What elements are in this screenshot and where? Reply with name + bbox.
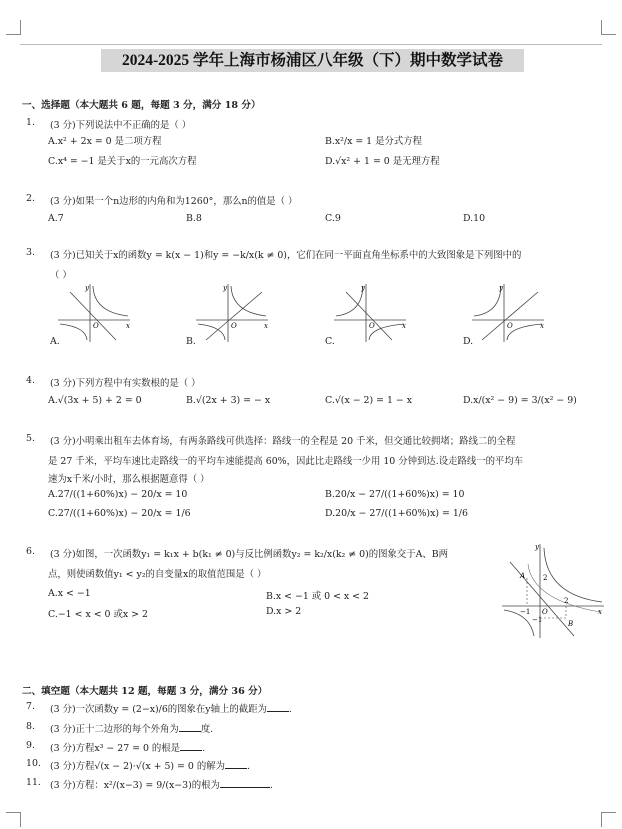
q3-stem-continued: （ ） xyxy=(50,270,72,281)
q4-option-c: C.√(x − 2) = 1 − x xyxy=(325,395,413,406)
q3c-x-label: x xyxy=(402,322,406,330)
q3-option-b: B. xyxy=(186,336,196,347)
q2-option-a: A.7 xyxy=(48,213,64,224)
q6-option-b: B.x < −1 或 0 < x < 2 xyxy=(266,591,369,602)
q1-stem: (3 分)下列说法中不正确的是（ ） xyxy=(50,120,192,131)
q4-option-a: A.√(3x + 5) + 2 = 0 xyxy=(48,395,142,406)
q5-option-c: C.27/((1+60%)x) − 20/x = 1/6 xyxy=(48,508,191,519)
q6-fig-point-b: B xyxy=(568,620,574,628)
crop-mark-top-right xyxy=(601,20,616,35)
q8-number: 8. xyxy=(26,721,35,732)
q3b-origin-label: O xyxy=(231,322,237,330)
q9-number: 9. xyxy=(26,740,35,751)
q3b-y-label: y xyxy=(223,284,227,292)
q7-stem: (3 分)一次函数y = (2−x)/6的图象在y轴上的截距为 xyxy=(50,704,267,715)
q3-option-c: C. xyxy=(325,336,335,347)
section1-heading: 一、选择题（本大题共 6 题，每题 3 分，满分 18 分） xyxy=(22,100,261,111)
q6-fig-origin: O xyxy=(542,608,548,616)
q10-stem: (3 分)方程√(x − 2)·√(x + 5) = 0 的解为 xyxy=(50,761,225,772)
q6-fig-x-label: x xyxy=(598,608,602,616)
q5-line2: 是 27 千米，平均车速比走路线一的平均车速能提高 60%，因此比走路线一少用 10 分钟到达.设走路线一的平均车 xyxy=(48,456,524,467)
q3-graph-d xyxy=(472,282,546,342)
q8-answer-blank[interactable] xyxy=(179,722,201,732)
crop-mark-bottom-left xyxy=(6,812,21,827)
q10-text xyxy=(50,758,250,772)
q5-line1: (3 分)小明乘出租车去体育场，有两条路线可供选择：路线一的全程是 20 千米，但交通比较拥堵；路线二的全程 xyxy=(50,436,516,447)
q6-fig-tick-2: 2 xyxy=(564,597,569,605)
q7-number: 7. xyxy=(26,701,35,712)
q1-option-a: A.x² + 2x = 0 是二项方程 xyxy=(48,136,162,147)
q3c-origin-label: O xyxy=(369,322,375,330)
q11-answer-blank[interactable] xyxy=(220,778,270,788)
q5-number: 5. xyxy=(26,433,35,444)
q6-figure xyxy=(500,540,606,640)
q6-option-d: D.x > 2 xyxy=(266,606,302,617)
q4-option-b: B.√(2x + 3) = − x xyxy=(186,395,271,406)
q6-fig-tick-minus1-y: −1 xyxy=(532,616,543,624)
header-rule xyxy=(20,44,602,45)
q10-answer-blank[interactable] xyxy=(225,759,247,769)
q5-line3: 速为x千米/小时，那么根据题意得（ ） xyxy=(48,474,210,485)
q3a-y-label: y xyxy=(85,284,89,292)
q11-stem: (3 分)方程：x²/(x−3) = 9/(x−3)的根为 xyxy=(50,780,220,791)
q3c-y-label: y xyxy=(361,284,365,292)
q6-fig-point-a: A xyxy=(520,572,526,580)
q8-end: 度. xyxy=(200,724,214,735)
q3-graph-a xyxy=(58,282,132,342)
q3d-y-label: y xyxy=(499,284,503,292)
q6-option-a: A.x < −1 xyxy=(48,588,91,599)
q1-option-b: B.x²/x = 1 是分式方程 xyxy=(325,136,422,147)
q2-number: 2. xyxy=(26,193,35,204)
q2-option-c: C.9 xyxy=(325,213,341,224)
q3d-origin-label: O xyxy=(507,322,513,330)
q3-stem: (3 分)已知关于x的函数y = k(x − 1)和y = −k/x(k ≠ 0)，它们在同一平面直角坐标系中的大致图象是下列图中的 xyxy=(50,250,522,261)
q10-end: . xyxy=(246,761,250,772)
q6-fig-tick-2-y: 2 xyxy=(543,574,548,582)
q1-number: 1. xyxy=(26,117,35,128)
q11-end: . xyxy=(269,780,273,791)
q5-option-a: A.27/((1+60%)x) − 20/x = 10 xyxy=(48,489,188,500)
q6-line2: 点，则使函数值y₁ < y₂的自变量x的取值范围是（ ） xyxy=(48,569,267,580)
q6-fig-y-label: y xyxy=(535,543,539,551)
q8-text xyxy=(50,721,213,735)
q3a-origin-label: O xyxy=(93,322,99,330)
q11-number: 11. xyxy=(26,777,41,788)
q3-graph-b xyxy=(196,282,270,342)
q6-fig-tick-minus1: −1 xyxy=(520,608,531,616)
q3b-x-label: x xyxy=(264,322,268,330)
q2-stem: (3 分)如果一个n边形的内角和为1260°，那么n的值是（ ） xyxy=(50,196,298,207)
q11-text xyxy=(50,777,273,791)
q9-text xyxy=(50,740,205,754)
q6-number: 6. xyxy=(26,546,35,557)
q8-stem: (3 分)正十二边形的每个外角为 xyxy=(50,724,179,735)
q3-number: 3. xyxy=(26,247,35,258)
q4-option-d: D.x/(x² − 9) = 3/(x² − 9) xyxy=(463,395,577,406)
q1-option-d: D.√x² + 1 = 0 是无理方程 xyxy=(325,156,440,167)
q2-option-b: B.8 xyxy=(186,213,202,224)
crop-mark-top-left xyxy=(6,20,21,35)
q3d-x-label: x xyxy=(540,322,544,330)
q10-number: 10. xyxy=(26,758,41,769)
q3a-x-label: x xyxy=(126,322,130,330)
q7-answer-blank[interactable] xyxy=(267,702,289,712)
q4-stem: (3 分)下列方程中有实数根的是（ ） xyxy=(50,378,201,389)
crop-mark-bottom-right xyxy=(601,812,616,827)
section2-heading: 二、填空题（本大题共 12 题，每题 3 分，满分 36 分） xyxy=(22,686,268,697)
q9-stem: (3 分)方程x³ − 27 = 0 的根是 xyxy=(50,743,181,754)
q2-option-d: D.10 xyxy=(463,213,486,224)
q3-graph-c xyxy=(334,282,408,342)
q9-end: . xyxy=(202,743,206,754)
q7-end: . xyxy=(288,704,292,715)
q3-option-a: A. xyxy=(50,336,60,347)
page-title: 2024-2025 学年上海市杨浦区八年级（下）期中数学试卷 xyxy=(101,49,524,72)
q6-option-c: C.−1 < x < 0 或x > 2 xyxy=(48,609,148,620)
q7-text xyxy=(50,701,292,715)
q6-line1: (3 分)如图，一次函数y₁ = k₁x + b(k₁ ≠ 0)与反比例函数y₂ = k₂/x(k₂ ≠ 0)的图象交于A、B两 xyxy=(50,549,449,560)
q5-option-b: B.20/x − 27/((1+60%)x) = 10 xyxy=(325,489,465,500)
q5-option-d: D.20/x − 27/((1+60%)x) = 1/6 xyxy=(325,508,468,519)
q3-option-d: D. xyxy=(463,336,474,347)
q9-answer-blank[interactable] xyxy=(180,741,202,751)
q4-number: 4. xyxy=(26,375,35,386)
q1-option-c: C.x⁴ = −1 是关于x的一元高次方程 xyxy=(48,156,197,167)
